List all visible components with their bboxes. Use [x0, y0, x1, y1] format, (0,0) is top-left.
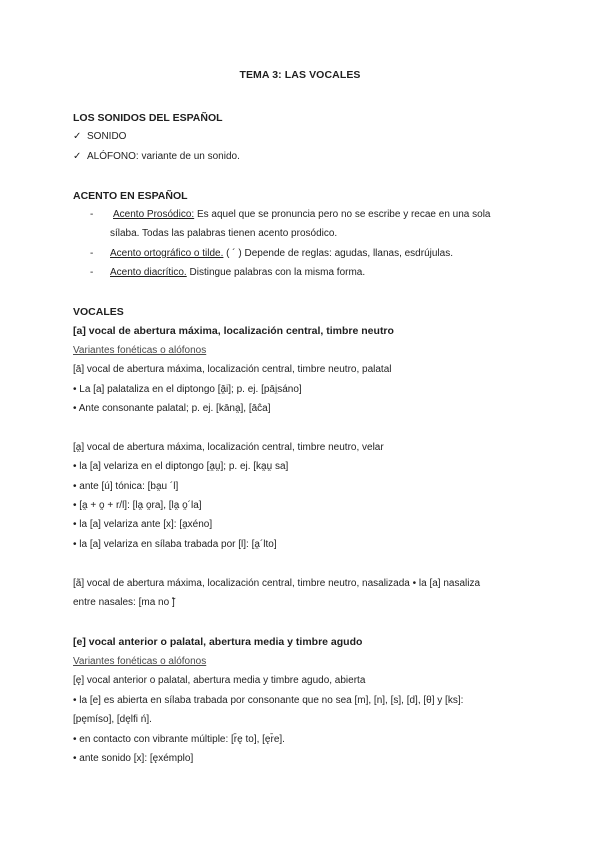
text-line: [ā] vocal de abertura máxima, localización central, timbre neutro, palatal: [73, 364, 392, 375]
text-line: • la [a] velariza en el diptongo [a̯u̯]; p. ej. [ka̯u̯ sa]: [73, 461, 289, 472]
dash-bullet: -: [90, 209, 94, 220]
check-item: [73, 130, 126, 144]
text-line: • ante sonido [x]: [ęxémplo]: [73, 753, 194, 764]
page-title: TEMA 3: LAS VOCALES: [239, 69, 361, 81]
check-icon: ✓: [73, 131, 82, 142]
variantes-label: Variantes fonéticas o alófonos: [73, 656, 207, 667]
check-item: [73, 150, 240, 164]
vocal-a-heading: [a] vocal de abertura máxima, localización central, timbre neutro: [73, 325, 394, 337]
acento-diacritico-text: Distingue palabras con la misma forma.: [186, 267, 366, 278]
section-heading-sonidos: LOS SONIDOS DEL ESPAÑOL: [73, 112, 223, 124]
acento-prosodico-term: Acento Prosódico:: [113, 209, 195, 220]
variantes-label: Variantes fonéticas o alófonos: [73, 345, 207, 356]
section-heading-vocales: VOCALES: [73, 306, 124, 318]
section-heading-acento: ACENTO EN ESPAÑOL: [73, 190, 188, 202]
acento-diacritico-term: Acento diacrítico.: [110, 267, 187, 278]
vocal-e-heading: [e] vocal anterior o palatal, abertura media y timbre agudo: [73, 636, 363, 648]
text-line: [pęmíso], [dęlfi ń].: [73, 714, 152, 725]
text-line: • Ante consonante palatal; p. ej. [kāna̯], [āĉa]: [73, 403, 271, 414]
check-icon: ✓: [73, 151, 82, 162]
acento-prosodico-line: [110, 208, 490, 222]
acento-diacritico-line: [110, 266, 365, 280]
text-line: [ę] vocal anterior o palatal, abertura media y timbre agudo, abierta: [73, 675, 366, 686]
text-line: • [a̯ + o̯ + r/l]: [la̯ o̯ra], [la̯ o̯´la]: [73, 500, 202, 511]
text-line: • la [a] velariza ante [x]: [a̯xéno]: [73, 519, 213, 530]
text-line: • la [a] velariza en sílaba trabada por [l]: [a̯´lto]: [73, 539, 277, 550]
dash-bullet: -: [90, 248, 94, 259]
acento-ortografico-term: Acento ortográfico o tilde.: [110, 248, 224, 259]
text-line: • ante [ú] tónica: [ba̯u ´l]: [73, 481, 179, 492]
text-line: • en contacto con vibrante múltiple: [r̄ę to], [ęr̄e].: [73, 734, 285, 745]
text-line: entre nasales: [ma no ̃]: [73, 597, 175, 608]
acento-ortografico-text: ( ´ ) Depende de reglas: agudas, llanas, esdrújulas.: [223, 248, 453, 259]
text-line: • La [a] palataliza en el diptongo [ā̯i]; p. ej. [pāi̯sáno]: [73, 384, 302, 395]
check-item-text: SONIDO: [87, 131, 127, 142]
text-line: • la [e] es abierta en sílaba trabada por consonante que no sea [m], [n], [s], [d], [θ] y [ks]:: [73, 695, 464, 706]
acento-ortografico-line: [110, 247, 453, 261]
text-line: [a̯] vocal de abertura máxima, localización central, timbre neutro, velar: [73, 442, 384, 453]
acento-prosodico-line-2: sílaba. Todas las palabras tienen acento prosódico.: [110, 228, 338, 239]
acento-prosodico-text: Es aquel que se pronuncia pero no se escribe y recae en una sola: [194, 209, 491, 220]
text-line: [ã] vocal de abertura máxima, localización central, timbre neutro, nasalizada • la [a] nasaliza: [73, 578, 481, 589]
dash-bullet: -: [90, 267, 94, 278]
check-item-text: ALÓFONO: variante de un sonido.: [87, 151, 240, 162]
